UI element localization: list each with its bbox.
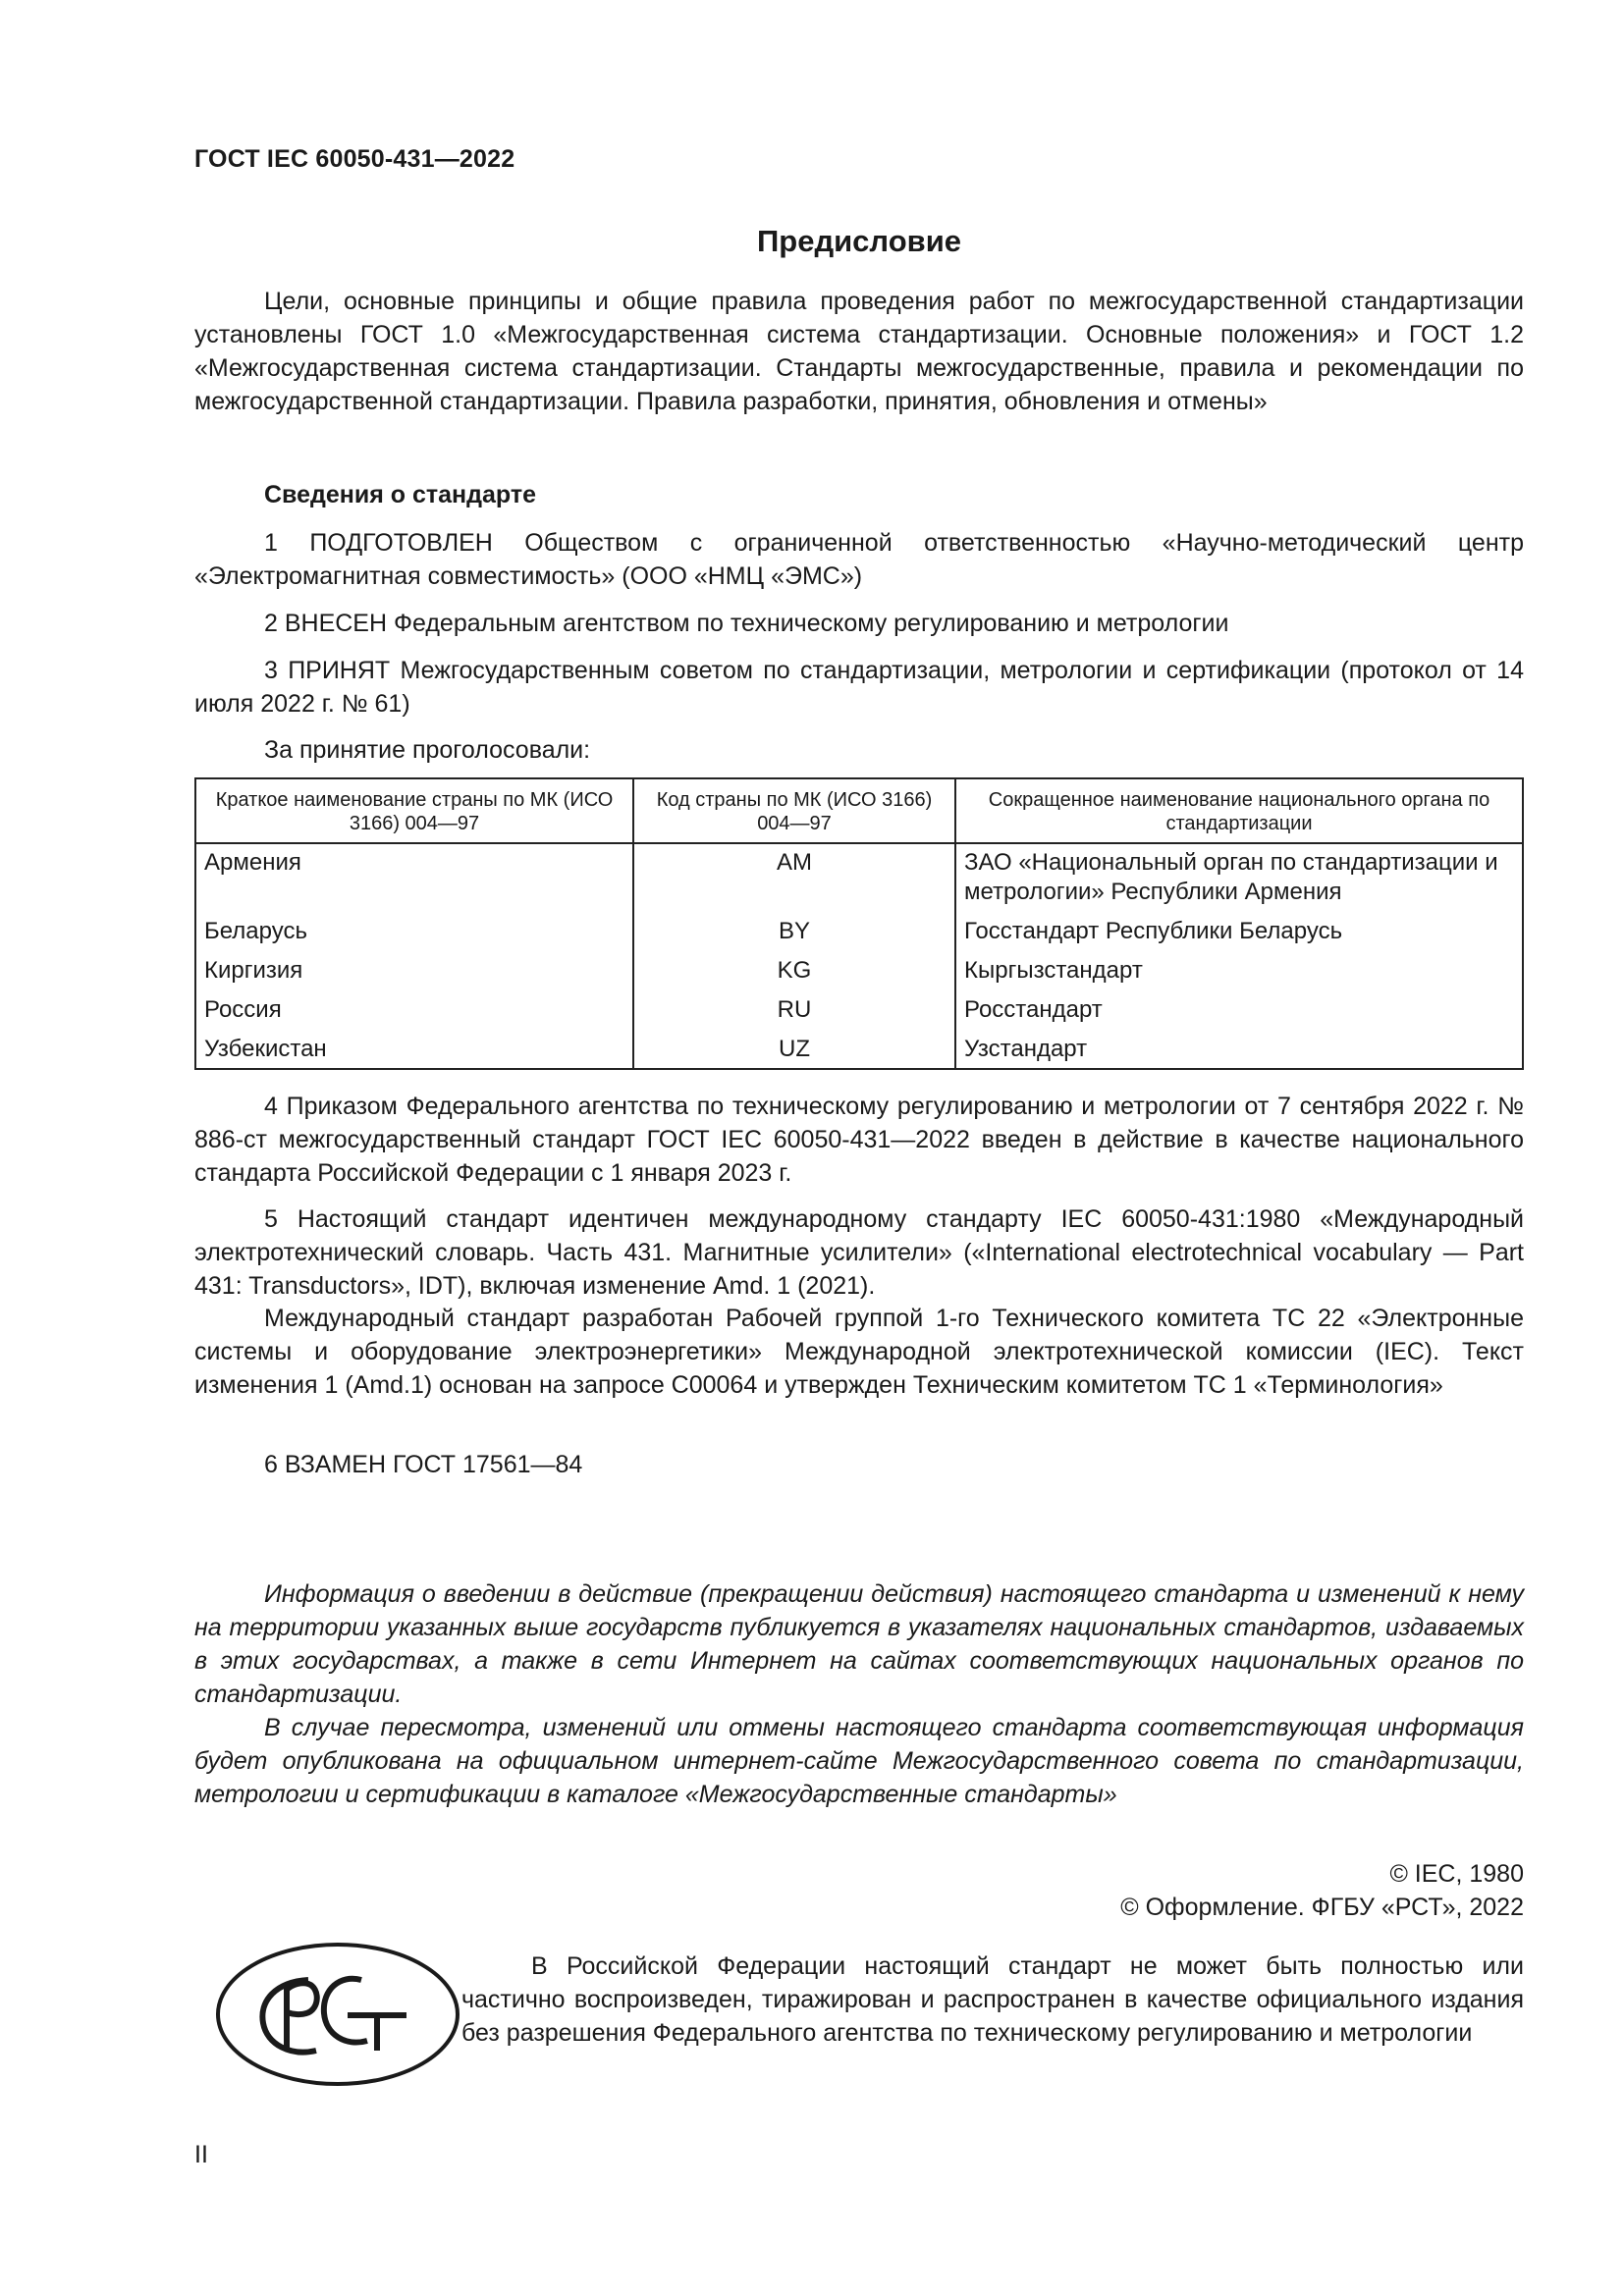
cell-code: KG — [633, 948, 955, 988]
page-title: Предисловие — [756, 224, 961, 258]
intro-paragraph: Цели, основные принципы и общие правила проведения работ по межгосударственной стандартизации установлены ГОСТ 1.0 «Межгосударственная система стандартизации. Основные положения» и ГОСТ 1.2 «Межгосударственная система стандартизации. Стандарты межгосударственные, правила и рекомендации по межгосударственной стандартизации. Правила разработки, принятия, обновления и отмены» — [194, 288, 1524, 415]
reproduction-notice: В Российской Федерации настоящий стандарт не может быть полностью или частично воспроизведен, тиражирован и распространен в качестве официального издания без разрешения Федерального агентства по техническому регулированию и метрологии — [461, 1952, 1524, 2047]
table-row — [195, 843, 1523, 909]
info-heading: Сведения о стандарте — [264, 481, 537, 508]
table-row — [195, 948, 1523, 988]
voting-countries-table — [194, 777, 1524, 1070]
document-code-header: ГОСТ IEC 60050-431—2022 — [194, 145, 515, 173]
item-2-introduced: 2 ВНЕСЕН Федеральным агентством по техническому регулированию и метрологии — [264, 610, 1229, 637]
cell-code: BY — [633, 909, 955, 948]
cell-body: Госстандарт Республики Беларусь — [955, 909, 1523, 948]
copyright-iec: © IEC, 1980 — [1389, 1860, 1524, 1888]
cell-country: Узбекистан — [195, 1027, 633, 1069]
table-header-code: Код страны по МК (ИСО 3166) 004—97 — [633, 778, 955, 843]
cell-country: Киргизия — [195, 948, 633, 988]
copyright-rst: © Оформление. ФГБУ «РСТ», 2022 — [1120, 1894, 1524, 1921]
table-header-row — [195, 778, 1523, 843]
item-1-prepared: 1 ПОДГОТОВЛЕН Обществом с ограниченной ответственностью «Научно-методический центр «Электромагнитная совместимость» (ООО «НМЦ «ЭМС») — [194, 529, 1524, 590]
item-6-replaces: 6 ВЗАМЕН ГОСТ 17561—84 — [264, 1451, 583, 1478]
cell-body: Кыргызстандарт — [955, 948, 1523, 988]
table-header-body: Сокращенное наименование национального органа по стандартизации — [955, 778, 1523, 843]
rst-certification-mark-icon — [214, 1941, 461, 2088]
cell-code: AM — [633, 843, 955, 909]
cell-body: ЗАО «Национальный орган по стандартизации и метрологии» Республики Армения — [955, 843, 1523, 909]
votes-label: За принятие проголосовали: — [264, 736, 591, 764]
cell-country: Беларусь — [195, 909, 633, 948]
table-row — [195, 988, 1523, 1027]
cell-country: Армения — [195, 843, 633, 909]
cell-code: UZ — [633, 1027, 955, 1069]
cell-country: Россия — [195, 988, 633, 1027]
note-revision-info: В случае пересмотра, изменений или отмены настоящего стандарта соответствующая информация будет опубликована на официальном интернет-сайте Межгосударственного совета по стандартизации, метрологии и сертификации в каталоге «Межгосударственные стандарты» — [194, 1714, 1524, 1808]
page-number: II — [194, 2141, 208, 2168]
item-5-identical: 5 Настоящий стандарт идентичен международному стандарту IEC 60050-431:1980 «Международный электротехнический словарь. Часть 431. Магнитные усилители» («International electrotechnical vocabulary — Part 431: Transductors», IDT), включая изменение Amd. 1 (2021). — [194, 1205, 1524, 1300]
item-4-order: 4 Приказом Федерального агентства по техническому регулированию и метрологии от 7 сентября 2022 г. № 886-ст межгосударственный стандарт ГОСТ IEC 60050-431—2022 введен в действие в качестве национального стандарта Российской Федерации с 1 января 2023 г. — [194, 1093, 1524, 1187]
item-3-adopted: 3 ПРИНЯТ Межгосударственным советом по стандартизации, метрологии и сертификации (протокол от 14 июля 2022 г. № 61) — [194, 657, 1524, 718]
note-introduction-info: Информация о введении в действие (прекращении действия) настоящего стандарта и изменений к нему на территории указанных выше государств публикуется в указателях национальных стандартов, издаваемых в этих государствах, а также в сети Интернет на сайтах соответствующих национальных органов по стандартизации. — [194, 1580, 1524, 1708]
item-5-developer: Международный стандарт разработан Рабочей группой 1-го Технического комитета ТС 22 «Электронные системы и оборудование электроэнергетики» Международной электротехнической комиссии (IEC). Текст изменения 1 (Amd.1) основан на запросе C00064 и утвержден Техническим комитетом ТС 1 «Терминология» — [194, 1305, 1524, 1399]
cell-body: Узстандарт — [955, 1027, 1523, 1069]
cell-body: Росстандарт — [955, 988, 1523, 1027]
table-header-country: Краткое наименование страны по МК (ИСО 3166) 004—97 — [195, 778, 633, 843]
table-row — [195, 1027, 1523, 1069]
document-page — [194, 0, 1524, 2296]
cell-code: RU — [633, 988, 955, 1027]
table-row — [195, 909, 1523, 948]
